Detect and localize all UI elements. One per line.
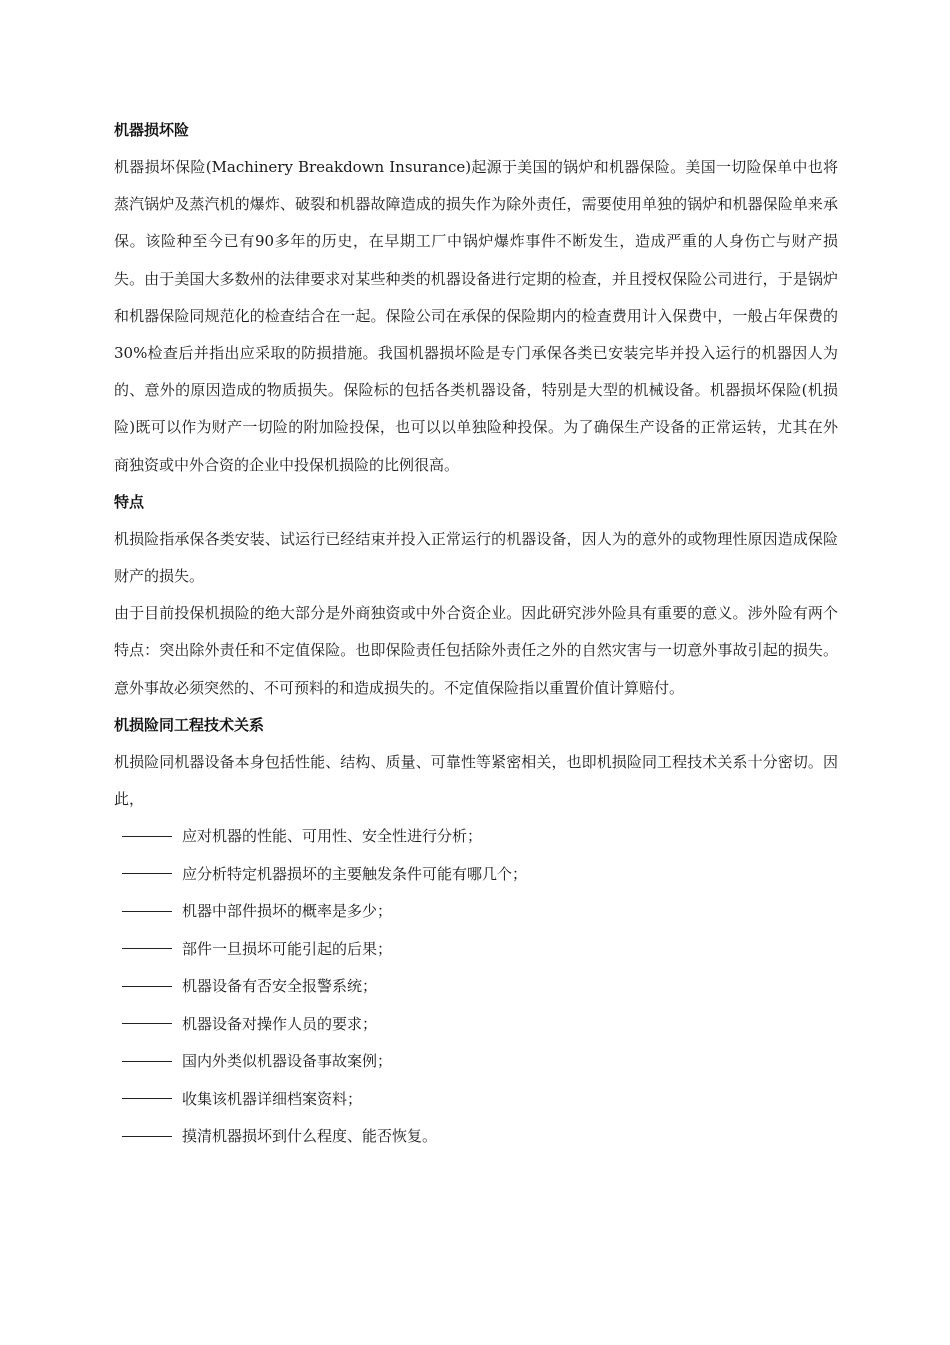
paragraph-features-2: 由于目前投保机损险的绝大部分是外商独资或中外合资企业。因此研究涉外险具有重要的意义。涉外险有两个特点：突出除外责任和不定值保险。也即保险责任包括除外责任之外的自然灾害与一切意外事故引起的损失。意外事故必须突然的、不可预料的和造成损失的。不定值保险指以重置价值计算赔付。 (114, 604, 838, 697)
list-item (114, 818, 838, 856)
list-item (114, 893, 838, 931)
checklist (114, 818, 838, 1156)
list-item-text: 机器中部件损坏的概率是多少； (182, 902, 393, 921)
section-heading-engineering-relation: 机损险同工程技术关系 (114, 715, 265, 734)
dash-marker (122, 1098, 172, 1099)
dash-marker (122, 836, 172, 837)
dash-marker (122, 1061, 172, 1062)
dash-marker (122, 948, 172, 949)
list-item (114, 1118, 838, 1156)
list-item (114, 968, 838, 1006)
list-item-text: 机器设备有否安全报警系统； (182, 977, 378, 996)
list-item (114, 1043, 838, 1081)
list-item-text: 摸清机器损坏到什么程度、能否恢复。 (182, 1127, 438, 1146)
list-item-text: 应分析特定机器损坏的主要触发条件可能有哪几个； (182, 864, 528, 883)
dash-marker (122, 911, 172, 912)
list-item (114, 1006, 838, 1044)
paragraph-features-1: 机损险指承保各类安装、试运行已经结束并投入正常运行的机器设备，因人为的意外的或物理性原因造成保险财产的损失。 (114, 529, 838, 586)
dash-marker (122, 1136, 172, 1137)
list-item-text: 国内外类似机器设备事故案例； (182, 1052, 393, 1071)
list-item (114, 931, 838, 969)
list-item (114, 856, 838, 894)
dash-marker (122, 1023, 172, 1024)
list-item-text: 部件一旦损坏可能引起的后果； (182, 939, 393, 958)
document-page (114, 112, 838, 1156)
paragraph-engineering: 机损险同机器设备本身包括性能、结构、质量、可靠性等紧密相关，也即机损险同工程技术关系十分密切。因此， (114, 752, 838, 809)
dash-marker (122, 986, 172, 987)
section-heading-features: 特点 (114, 492, 145, 511)
list-item-text: 机器设备对操作人员的要求； (182, 1014, 378, 1033)
paragraph-intro: 机器损坏保险(Machinery Breakdown Insurance)起源于美国的锅炉和机器保险。美国一切险保单中也将蒸汽锅炉及蒸汽机的爆炸、破裂和机器故障造成的损失作为除外责任，需要使用单独的锅炉和机器保险单来承保。该险种至今已有90多年的历史，在早期工厂中锅炉爆炸事件不断发生，造成严重的人身伤亡与财产损失。由于美国大多数州的法律要求对某些种类的机器设备进行定期的检查，并且授权保险公司进行，于是锅炉和机器保险同规范化的检查结合在一起。保险公司在承保的保险期内的检查费用计入保费中，一般占年保费的30%检查后并指出应采取的防损措施。我国机器损坏险是专门承保各类已安装完毕并投入运行的机器因人为的、意外的原因造成的物质损失。保险标的包括各类机器设备，特别是大型的机械设备。机器损坏保险(机损险)既可以作为财产一切险的附加险投保，也可以以单独险种投保。为了确保生产设备的正常运转，尤其在外商独资或中外合资的企业中投保机损险的比例很高。 (114, 158, 838, 474)
list-item-text: 应对机器的性能、可用性、安全性进行分析； (182, 827, 483, 846)
list-item-text: 收集该机器详细档案资料； (182, 1089, 363, 1108)
section-heading-machinery-breakdown: 机器损坏险 (114, 121, 190, 139)
dash-marker (122, 873, 172, 874)
list-item (114, 1081, 838, 1119)
